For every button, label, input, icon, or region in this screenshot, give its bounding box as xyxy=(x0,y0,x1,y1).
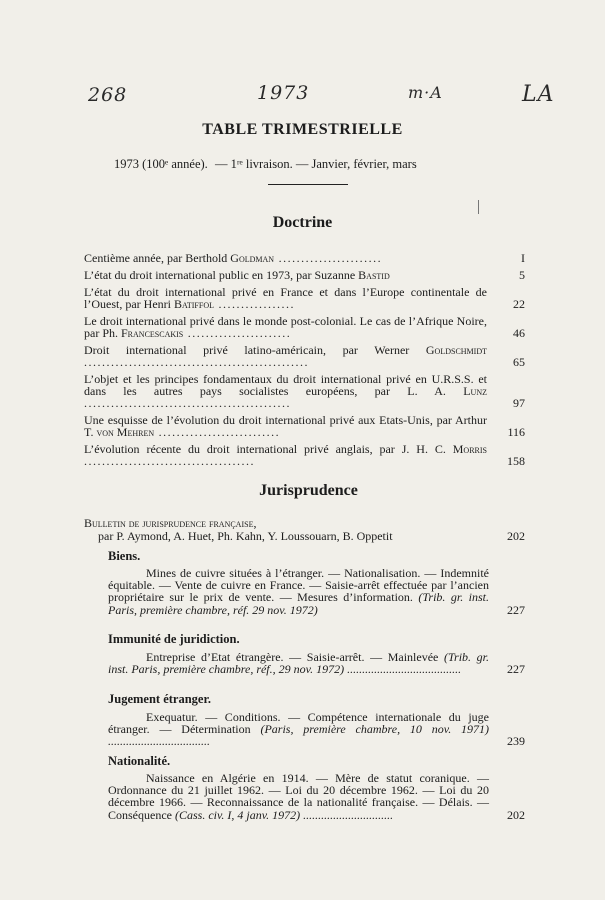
handwritten-note-initials: m·A xyxy=(408,83,443,102)
case-citation: (Trib. gr. inst. Paris, première chambre, réf. 29 nov. 1972) xyxy=(108,590,489,617)
doctrine-heading: Doctrine xyxy=(272,214,333,231)
title-divider xyxy=(268,184,348,185)
toc-leader: ................. xyxy=(214,297,295,311)
toc-leader: .............................................. xyxy=(84,396,291,410)
toc-page-number: 22 xyxy=(513,297,525,311)
category-jugement: Jugement étranger. xyxy=(108,692,211,706)
toc-author: Goldschmidt xyxy=(425,343,488,357)
toc-entry-text: L’évolution récente du droit international privé anglais, par J. H. C. Morris ...................................... xyxy=(84,442,487,468)
toc-entry-text: Le droit international privé dans le monde post-colonial. Le cas de l’Afrique Noire, par Ph. Francescakis ....................... xyxy=(84,314,487,340)
toc-entry xyxy=(84,344,525,368)
bulletin-title: Bulletin de jurisprudence française, xyxy=(84,516,257,530)
toc-leader: ........................... xyxy=(154,425,281,439)
toc-entry-text: L’état du droit international public en 1973, par Suzanne Bastid xyxy=(84,268,390,282)
issue-details: — 1ʳᵉ livraison. — Janvier, février, mars xyxy=(214,157,417,171)
toc-entry xyxy=(84,373,525,409)
case-page: 202 xyxy=(507,807,525,822)
toc-entry xyxy=(84,286,525,310)
toc-author: von Mehren xyxy=(96,425,155,439)
toc-entry xyxy=(84,269,525,281)
toc-leader: ...................................... xyxy=(84,454,255,468)
issue-year: 1973 (100ᵉ année). xyxy=(114,157,208,171)
case-page: 227 xyxy=(507,602,525,617)
case-biens xyxy=(108,567,525,616)
toc-page-number: 97 xyxy=(513,396,525,410)
toc-entry xyxy=(84,414,525,438)
toc-leader: ....................... xyxy=(183,326,292,340)
category-nationalite: Nationalité. xyxy=(108,754,171,768)
case-citation: (Trib. gr. inst. Paris, première chambre, réf., 29 nov. 1972) ...................................... xyxy=(108,650,490,677)
jurisprudence-bulletin xyxy=(84,517,525,543)
case-page: 227 xyxy=(507,662,525,677)
case-nationalite xyxy=(108,772,525,821)
handwritten-note-page: 268 xyxy=(88,84,128,106)
category-immunite: Immunité de juridiction. xyxy=(108,632,240,646)
toc-author: Lunz xyxy=(463,384,487,398)
toc-entry-text: L’état du droit international privé en France et dans l’Europe continentale de l’Ouest, par Henri Batiffol ................. xyxy=(84,285,487,311)
toc-page-number: 65 xyxy=(513,355,525,369)
case-jugement xyxy=(108,711,525,748)
toc-entry xyxy=(84,443,525,467)
case-citation: (Cass. civ. I, 4 janv. 1972) .............................. xyxy=(174,807,394,822)
case-text: Exequatur. — Conditions. — Compétence internationale du juge étranger. — Détermination xyxy=(108,710,489,737)
case-text: Mines de cuivre situées à l’étranger. — Nationalisation. — Indemnité équitable. — Vente de cuivre en France. — Saisie-arrêt effectuée par l’ancien propriétaire sur le prix de vente. — Mesures d’information. xyxy=(108,566,489,605)
handwritten-note-year: 1973 xyxy=(257,82,310,104)
toc-entry-text: Droit international privé latino-américain, par Werner Goldschmidt .................................................. xyxy=(84,343,488,369)
case-page: 239 xyxy=(507,734,525,749)
toc-page-number: 46 xyxy=(513,326,525,340)
bulletin-authors: par P. Aymond, A. Huet, Ph. Kahn, Y. Loussouarn, B. Oppetit xyxy=(98,529,393,543)
case-text: Entreprise d’Etat étrangère. — Saisie-arrêt. — Mainlevée xyxy=(146,650,439,664)
page-title: TABLE TRIMESTRIELLE xyxy=(202,121,403,138)
case-text: Naissance en Algérie en 1914. — Mère de statut coranique. — Ordonnance du 21 juillet 1962. — Loi du 20 décembre 1962. — Loi du 20 décembre 1966. — Reconnaissance de la nationalité française. — Délais. — Conséquence xyxy=(108,771,489,822)
toc-entry-text: L’objet et les principes fondamentaux du droit international privé en U.R.S.S. et dans les autres pays socialistes européens, par L. A. Lunz .............................................. xyxy=(84,372,487,410)
toc-entry-text: Centième année, par Berthold Goldman ....................... xyxy=(84,251,383,265)
toc-author: Batiffol xyxy=(173,297,214,311)
toc-page-number: 116 xyxy=(507,425,525,439)
case-immunite xyxy=(108,651,525,675)
toc-entry-text: Une esquisse de l’évolution du droit international privé aux Etats-Unis, par Arthur T. von Mehren ........................... xyxy=(84,413,487,439)
handwritten-note-code: LA xyxy=(522,82,555,107)
toc-page-number: 5 xyxy=(519,268,525,282)
case-citation: (Paris, première chambre, 10 nov. 1971) .................................. xyxy=(108,722,490,749)
category-biens: Biens. xyxy=(108,549,141,563)
toc-page-number: 158 xyxy=(507,454,525,468)
toc-entry xyxy=(84,252,525,264)
doctrine-list xyxy=(84,252,525,472)
issue-subtitle xyxy=(114,157,500,172)
jurisprudence-heading: Jurisprudence xyxy=(259,482,358,499)
toc-entry xyxy=(84,315,525,339)
toc-author: Morris xyxy=(452,442,487,456)
bulletin-page: 202 xyxy=(507,529,525,543)
toc-leader: .................................................. xyxy=(84,355,309,369)
toc-author: Bastid xyxy=(358,268,390,282)
toc-author: Goldman xyxy=(230,251,275,265)
toc-author: Francescakis xyxy=(121,326,184,340)
pencil-mark xyxy=(478,200,479,214)
toc-leader: ....................... xyxy=(274,251,383,265)
toc-page-number: I xyxy=(521,251,525,265)
